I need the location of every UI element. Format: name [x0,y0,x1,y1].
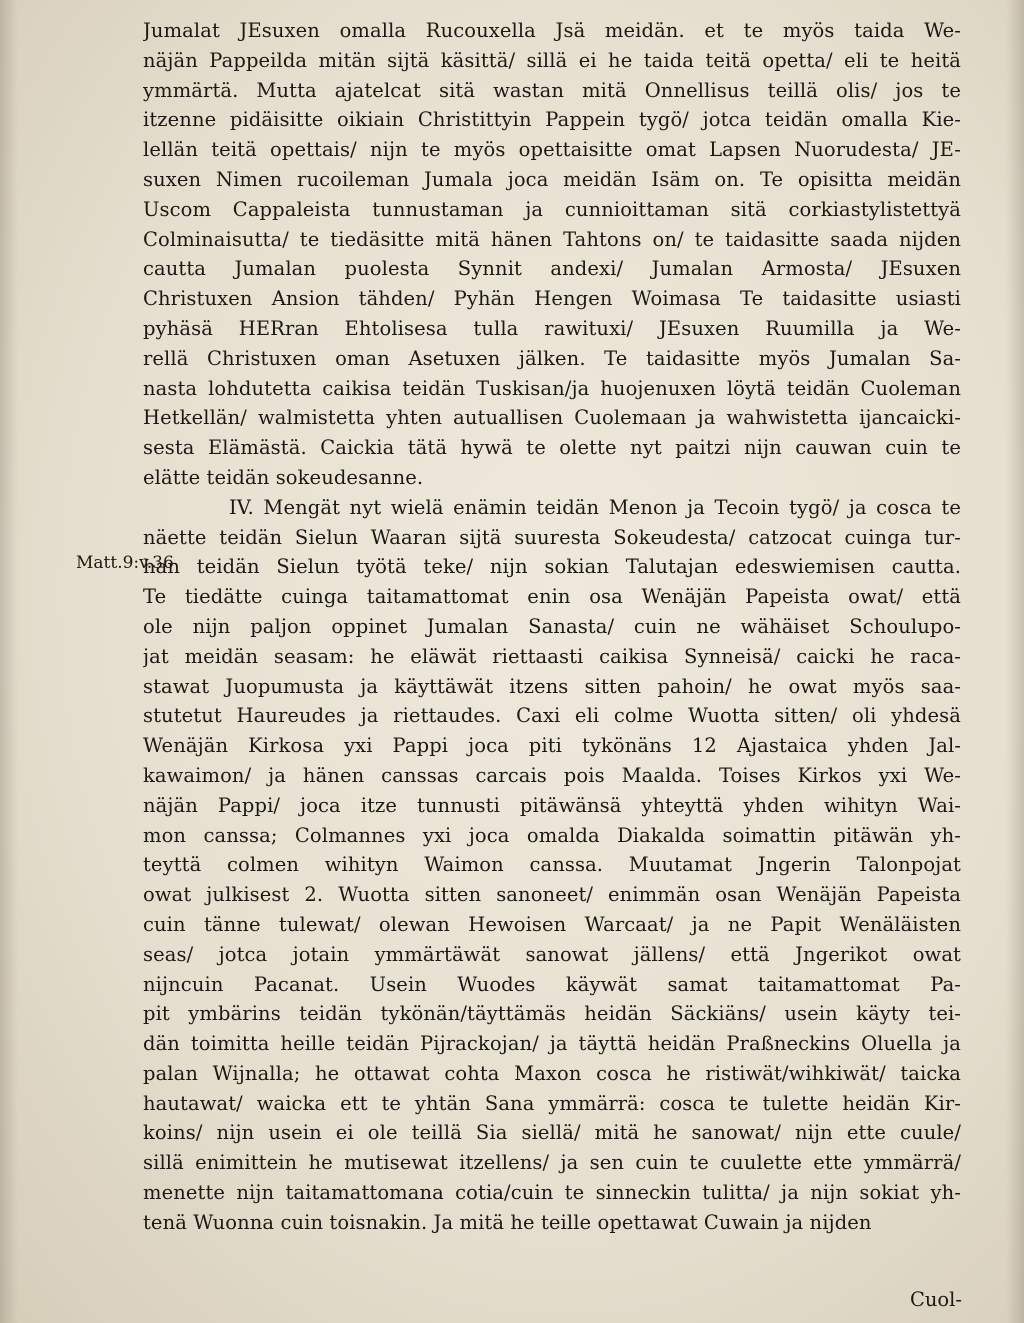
text-line: Colminaisutta/ te tiedäsitte mitä hänen Tahtons on/ te taidasitte saada nijden [143,227,961,251]
text-line: tenä Wuonna cuin toisnakin. Ja mitä he teille opettawat Cuwain ja nijden [143,1210,872,1234]
text-line: cautta Jumalan puolesta Synnit andexi/ Jumalan Armosta/ JEsuxen [143,257,961,281]
text-line: Christuxen Ansion tähden/ Pyhän Hengen Woimasa Te taidasitte usiasti [143,287,961,311]
text-line: dän toimitta heille teidän Pijrackojan/ ja täyttä heidän Praßneckins Oluella ja [143,1032,961,1056]
text-line: owat julkisest 2. Wuotta sitten sanoneet/ enimmän osan Wenäjän Papeista [143,883,961,907]
text-line: itzenne pidäisitte oikiain Christittyin Pappein tygö/ jotca teidän omalla Kie- [143,108,961,132]
body-text [143,16,961,1238]
page-edge-shadow-right [1006,0,1024,1323]
text-line: seas/ jotca jotain ymmärtäwät sanowat jällens/ että Jngerikot owat [143,942,961,966]
text-line: pyhäsä HERran Ehtolisesa tulla rawituxi/ JEsuxen Ruumilla ja We- [143,316,961,340]
text-line: menette nijn taitamattomana cotia/cuin te sinneckin tulitta/ ja nijn sokiat yh- [143,1181,961,1205]
text-line: näjän Pappi/ joca itze tunnusti pitäwänsä yhteyttä yhden wihityn Wai- [143,793,961,817]
text-line: Jumalat JEsuxen omalla Rucouxella Jsä meidän. et te myös taida We- [143,19,961,42]
text-line: teyttä colmen wihityn Waimon canssa. Muutamat Jngerin Talonpojat [143,853,961,877]
text-line: mon canssa; Colmannes yxi joca omalda Diakalda soimattin pitäwän yh- [143,823,961,847]
text-line: han teidän Sielun työtä teke/ nijn sokian Talutajan edeswiemisen cautta. [143,555,961,579]
text-line: jat meidän seasam: he eläwät riettaasti caikisa Synneisä/ caicki he raca- [143,644,961,668]
text-line: palan Wijnalla; he ottawat cohta Maxon cosca he ristiwät/wihkiwät/ taicka [143,1061,961,1085]
margin-reference: Matt.9:v.36 [76,553,174,573]
catchword: Cuol- [909,1288,962,1311]
text-line: rellä Christuxen oman Asetuxen jälken. Te taidasitte myös Jumalan Sa- [143,346,961,370]
text-line: stutetut Haureudes ja riettaudes. Caxi eli colme Wuotta sitten/ oli yhdesä [143,704,961,728]
text-line: sesta Elämästä. Caickia tätä hywä te olette nyt paitzi nijn cauwan cuin te [143,436,961,460]
text-line: nasta lohdutetta caikisa teidän Tuskisan/ja huojenuxen löytä teidän Cuoleman [143,376,961,400]
text-line: lellän teitä opettais/ nijn te myös opettaisitte omat Lapsen Nuorudesta/ JE- [143,138,961,162]
text-line: Wenäjän Kirkosa yxi Pappi joca piti tykönäns 12 Ajastaica yhden Jal- [143,734,961,758]
text-line: Te tiedätte cuinga taitamattomat enin osa Wenäjän Papeista owat/ että [143,585,961,609]
text-line: näjän Pappeilda mitän sijtä käsittä/ sillä ei he taida teitä opetta/ eli te heitä [143,48,961,72]
text-line: Hetkellän/ walmistetta yhten autuallisen Cuolemaan ja wahwistetta ijancaicki- [143,406,961,430]
text-line: koins/ nijn usein ei ole teillä Sia siellä/ mitä he sanowat/ nijn ette cuule/ [143,1121,961,1145]
text-line: sillä enimittein he mutisewat itzellens/ ja sen cuin te cuulette ette ymmärrä/ [143,1151,961,1175]
text-line: ole nijn paljon oppinet Jumalan Sanasta/ cuin ne wähäiset Schoulupo- [143,614,961,638]
text-line: hautawat/ waicka ett te yhtän Sana ymmärrä: cosca te tulette heidän Kir- [143,1091,961,1115]
text-line: suxen Nimen rucoileman Jumala joca meidän Isäm on. Te opisitta meidän [143,167,961,191]
text-line: elätte teidän sokeudesanne. [143,465,424,489]
text-line: cuin tänne tulewat/ olewan Hewoisen Warcaat/ ja ne Papit Wenäläisten [143,912,961,936]
text-line: kawaimon/ ja hänen canssas carcais pois Maalda. Toises Kirkos yxi We- [143,763,961,787]
text-line: IV. Mengät nyt wielä enämin teidän Menon ja Tecoin tygö/ ja cosca te [229,495,961,519]
text-line: näette teidän Sielun Waaran sijtä suuresta Sokeudesta/ catzocat cuinga tur- [143,525,961,549]
text-line: stawat Juopumusta ja käyttäwät itzens sitten pahoin/ he owat myös saa- [143,674,961,698]
text-line: nijncuin Pacanat. Usein Wuodes käywät samat taitamattomat Pa- [143,972,961,996]
text-line: ymmärtä. Mutta ajatelcat sitä wastan mitä Onnellisus teillä olis/ jos te [143,78,961,102]
text-line: pit ymbärins teidän tykönän/täyttämäs heidän Säckiäns/ usein käyty tei- [143,1002,961,1026]
text-line: Uscom Cappaleista tunnustaman ja cunnioittaman sitä corkiastylistettyä [143,197,961,221]
page-edge-shadow-left [0,0,18,1323]
